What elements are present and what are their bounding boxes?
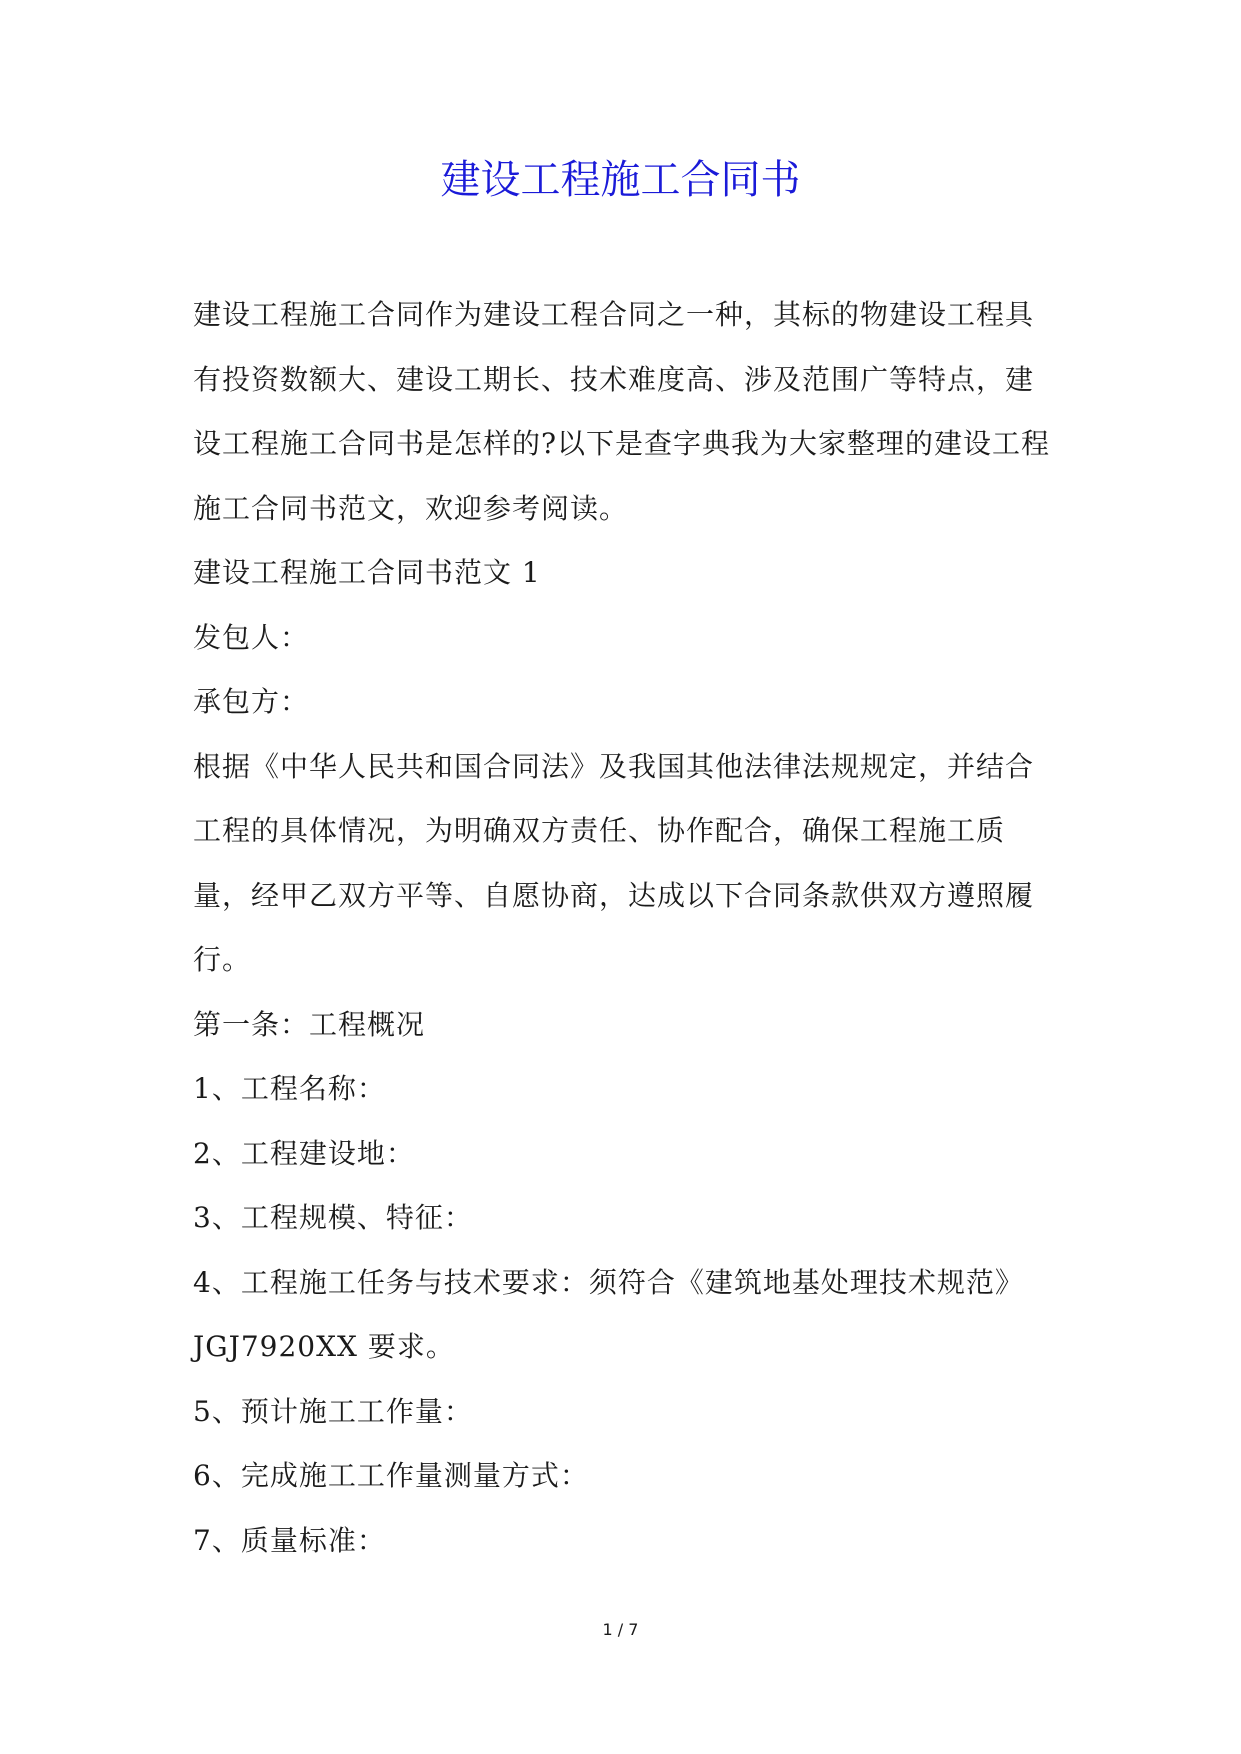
list-item: 5、预计施工工作量： (193, 1394, 473, 1428)
section-heading: 建设工程施工合同书范文 1 (193, 556, 541, 589)
list-item: 2、工程建设地： (193, 1136, 415, 1170)
party-a-line: 发包人： (193, 620, 310, 654)
list-item: 1、工程名称： (193, 1072, 386, 1105)
document-title: 建设工程施工合同书 (440, 157, 801, 203)
document-body (193, 283, 1055, 1573)
list-item: 6、完成施工工作量测量方式： (193, 1459, 589, 1492)
page-number: 1 / 7 (602, 1620, 639, 1639)
preamble-paragraph: 根据《中华人民共和国合同法》及我国其他法律法规规定，并结合工程的具体情况，为明确双方责任、协作配合，确保工程施工质量，经甲乙双方平等、自愿协商，达成以下合同条款供双方遵照履行。 (193, 749, 1035, 976)
list-item: 7、质量标准： (193, 1523, 386, 1557)
list-item: 4、工程施工任务与技术要求：须符合《建筑地基处理技术规范》JGJ7920XX 要求。 (193, 1265, 1024, 1363)
party-b-line: 承包方： (193, 685, 310, 718)
article-heading: 第一条：工程概况 (193, 1007, 426, 1041)
list-item: 3、工程规模、特征： (193, 1201, 473, 1234)
intro-paragraph: 建设工程施工合同作为建设工程合同之一种，其标的物建设工程具有投资数额大、建设工期长、技术难度高、涉及范围广等特点，建设工程施工合同书是怎样的?以下是查字典我为大家整理的建设工程施工合同书范文，欢迎参考阅读。 (193, 298, 1051, 525)
